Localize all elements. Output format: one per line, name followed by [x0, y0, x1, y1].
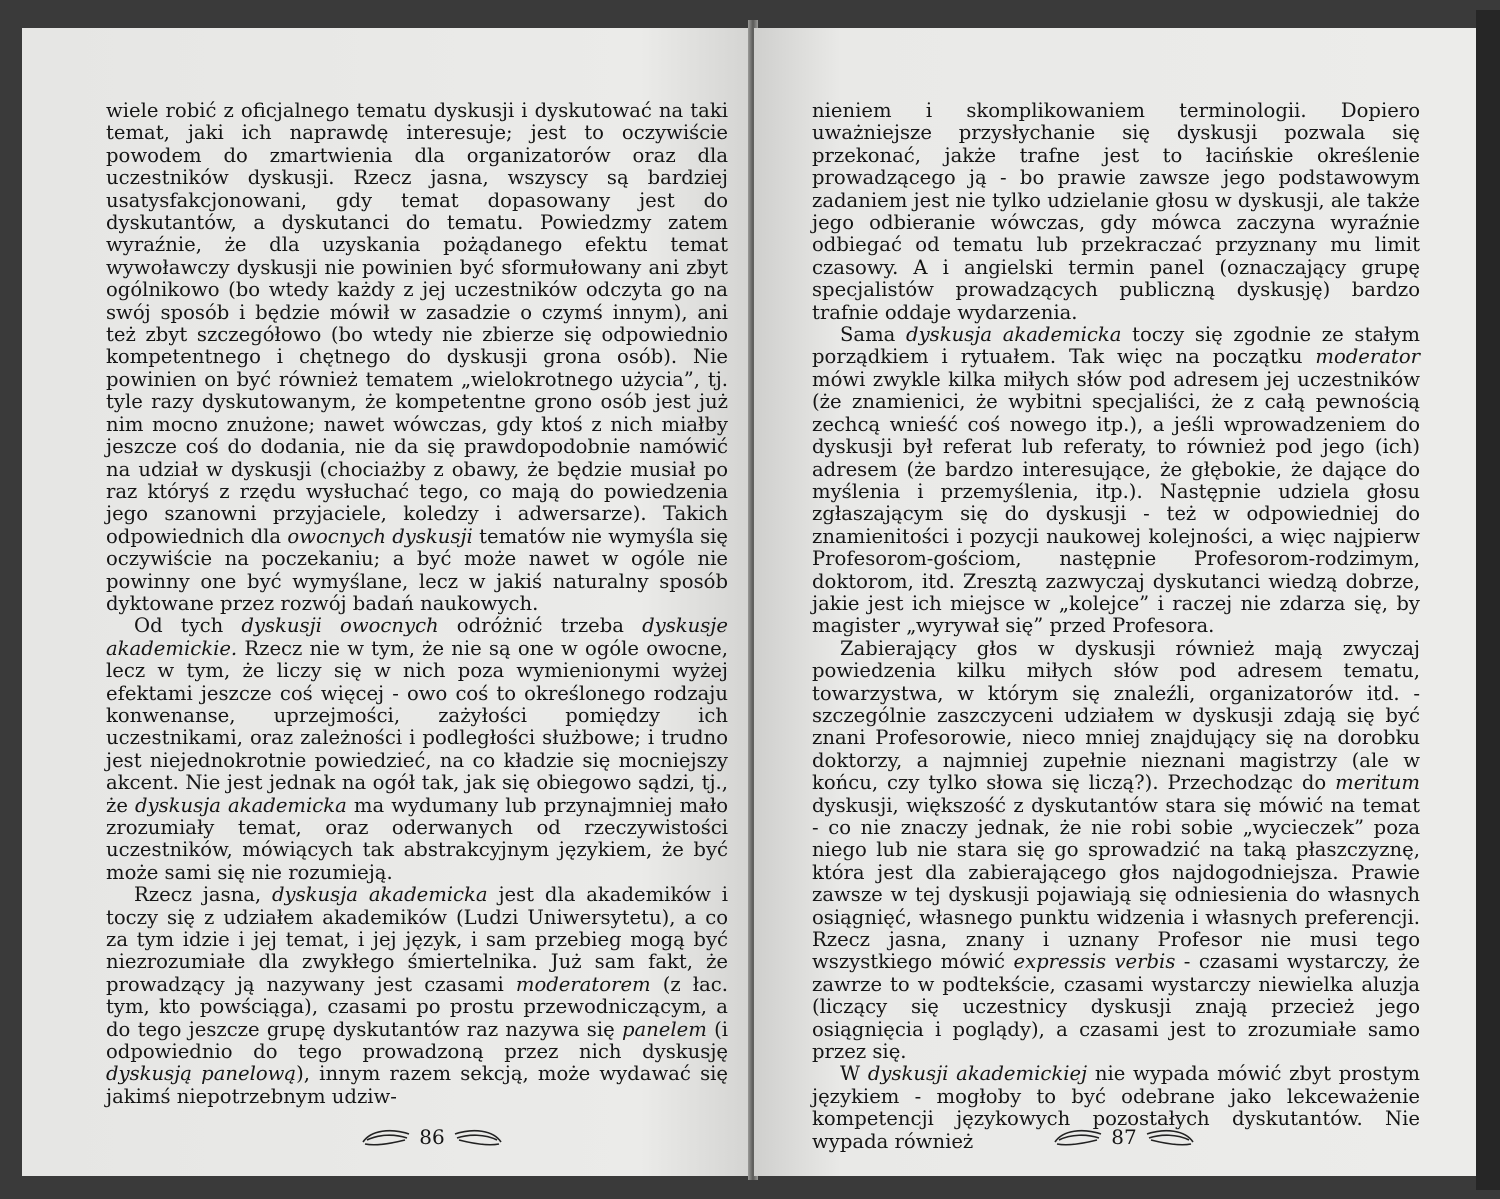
left-page-text — [106, 100, 728, 1108]
paragraph: nieniem i skomplikowaniem terminologii. Dopiero uważniejsze przysłychanie się dyskusji pozwala się przekonać, jakże trafne jest to łacińskie określenie prowadzącego ją - bo prawie zawsze jego podstawowym zadaniem jest nie tylko udzielanie głosu w dyskusji, ale także jego odbieranie wówczas, gdy mówca zaczyna wyraźnie odbiegać od tematu lub przekraczać przyznany mu limit czasowy. A i angielski termin panel (oznaczający grupę specjalistów prowadzących publiczną dyskusję) bardzo trafnie oddaje wydarzenia. — [812, 99, 1420, 324]
paragraph: W dyskusji akademickiej nie wypada mówić zbyt prostym językiem - mogłoby to być odebrane jako lekceważenie kompetencji językowych pozostałych dyskutantów. Nie wypada również — [812, 1062, 1420, 1153]
left-page — [22, 28, 750, 1176]
left-page-folio — [332, 1120, 532, 1154]
swash-ornament-icon — [361, 1126, 411, 1148]
right-page-text — [812, 100, 1420, 1153]
page-number: 86 — [419, 1125, 445, 1149]
swash-ornament-icon — [453, 1126, 503, 1148]
right-page-folio — [1024, 1120, 1224, 1154]
paragraph: Zabierający głos w dyskusji również mają zwyczaj powiedzenia kilku miłych słów pod adresem tematu, towarzystwa, w którym się znaleźli, organizatorów itd. - szczególnie zaszczyceni udziałem w dyskusji zdają się być znani Profesorowie, nieco mniej znajdujący się na dorobku doktorzy, a najmniej zupełnie nieznani magistrzy (ale w końcu, czy tylko słowa się liczą?). Przechodząc do meritum dyskusji, większość z dyskutantów stara się mówić na temat - co nie znaczy jednak, że nie robi sobie „wycieczek” poza niego lub nie stara się go sprowadzić na taką płaszczyznę, która jest dla zabierającego głos najdogodniejsza. Prawie zawsze w tej dyskusji pojawiają się odniesienia do własnych osiągnięć, własnego punktu widzenia i własnych preferencji. Rzecz jasna, znany i uznany Profesor nie musi tego wszystkiego mówić expressis verbis - czasami wystarczy, że zawrze to w podtekście, czasami wystarczy niewielka aluzja (liczący się uczestnicy dyskusji znają przecież jego osiągnięcia i poglądy), a czasami jest to zrozumiałe samo przez się. — [812, 636, 1420, 1064]
paragraph: wiele robić z oficjalnego tematu dyskusji i dyskutować na taki temat, jaki ich naprawdę interesuje; jest to oczywiście powodem do zmartwienia dla organizatorów oraz dla uczestników dyskusji. Rzecz jasna, wszyscy są bardziej usatysfakcjonowani, gdy temat dopasowany jest do dyskutantów, a dyskutanci do tematu. Powiedzmy zatem wyraźnie, że dla uzyskania pożądanego efektu temat wywoławczy dyskusji nie powinien być sformułowany ani zbyt ogólnikowo (bo wtedy każdy z jej uczestników odczyta go na swój sposób i będzie mówił w zasadzie o czymś innym), ani też zbyt szczegółowo (bo wtedy nie zbierze się odpowiednio kompetentnego i chętnego do dyskusji grona osób). Nie powinien on być również tematem „wielokrotnego użycia”, tj. tyle razy dyskutowanym, że kompetentne grono osób jest już nim mocno znużone; nawet wówczas, gdy ktoś z nich miałby jeszcze coś do dodania, nie da się prawdopodobnie namówić na udział w dyskusji (chociażby z obawy, że będzie musiał po raz któryś z rzędu wysłuchać tego, co mają do powiedzenia jego szanowni przyjaciele, koledzy i adwersarze). Takich odpowiednich dla owocnych dyskusji tematów nie wymyśla się oczywiście na poczekaniu; a być może nawet w ogóle nie powinny one być wymyślane, lecz w jakiś naturalny sposób dyktowane przez rozwój badań naukowych. — [106, 99, 728, 615]
paragraph: Od tych dyskusji owocnych odróżnić trzeba dyskusje akademickie. Rzecz nie w tym, że nie są one w ogóle owocne, lecz w tym, że liczy się w nich poza wymienionymi wyżej efektami jeszcze coś więcej - owo coś to określonego rodzaju konwenanse, uprzejmości, zażyłości pomiędzy ich uczestnikami, oraz zależności i podległości służbowe; i trudno jest niejednokrotnie powiedzieć, na co kładzie się mocniejszy akcent. Nie jest jednak na ogół tak, jak się obiegowo sądzi, tj., że dyskusja akademicka ma wydumany lub przynajmniej mało zrozumiały temat, oraz oderwanych od rzeczywistości uczestników, mówiących tak abstrakcyjnym językiem, że być może sami się nie rozumieją. — [106, 614, 729, 884]
page-number: 87 — [1111, 1125, 1137, 1149]
paragraph: Rzecz jasna, dyskusja akademicka jest dla akademików i toczy się z udziałem akademików (Ludzi Uniwersytetu), a co za tym idzie i jej temat, i jej język, i sam przebieg mogą być niezrozumiałe dla zwykłego śmiertelnika. Już sam fakt, że prowadzący ją nazywany jest czasami moderatorem (z łac. tym, kto powściąga), czasami po prostu przewodniczącym, a do tego jeszcze grupę dyskutantów raz nazywa się panelem (i odpowiednio do tego prowadzoną przez nich dyskusję dyskusją panelową), innym razem sekcją, może wydawać się jakimś niepotrzebnym udziw- — [106, 883, 729, 1108]
swash-ornament-icon — [1053, 1126, 1103, 1148]
paragraph: Sama dyskusja akademicka toczy się zgodnie ze stałym porządkiem i rytuałem. Tak więc na początku moderator mówi zwykle kilka miłych słów pod adresem jej uczestników (że znamienici, że wybitni specjaliści, że z całą pewnością zechcą wnieść coś nowego itp.), a jeśli wprowadzeniem do dyskusji był referat lub referaty, to również pod jego (ich) adresem (że bardzo interesujące, że głębokie, że dające do myślenia i przemyślenia, itp.). Następnie udziela głosu zgłaszającym się do dyskusji - też w odpowiedniej do znamienitości i pozycji naukowej kolejności, a więc najpierw Profesorom-gościom, następnie Profesorom-rodzimym, doktorom, itd. Zresztą zazwyczaj dyskutanci wiedzą dobrze, jakie jest ich miejsce w „kolejce” i raczej nie zdarza się, by magister „wyrywał się” przed Profesora. — [812, 323, 1420, 638]
scan-edge — [1476, 10, 1500, 1190]
right-page — [754, 28, 1476, 1176]
swash-ornament-icon — [1145, 1126, 1195, 1148]
